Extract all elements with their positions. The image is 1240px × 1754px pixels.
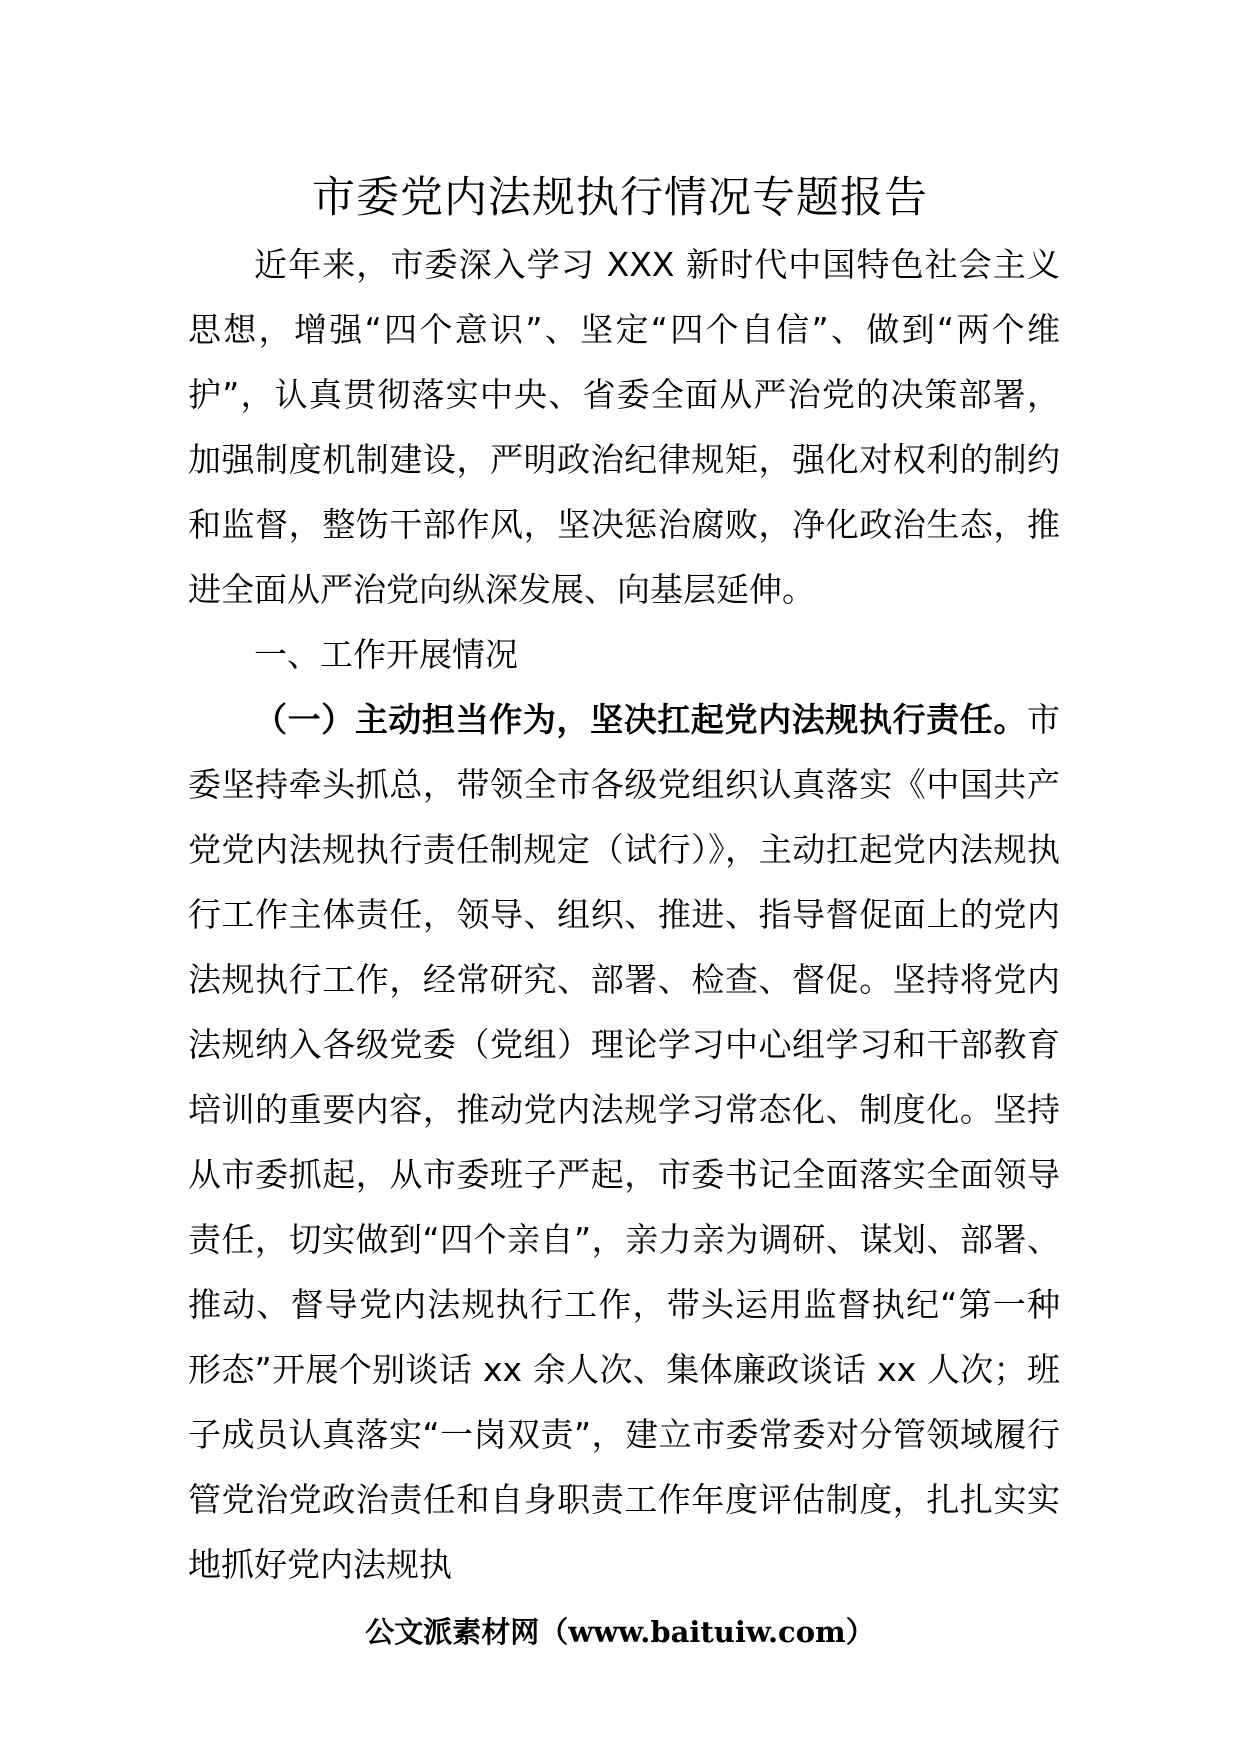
- intro-paragraph: 近年来，市委深入学习 XXX 新时代中国特色社会主义思想，增强“四个意识”、坚定“四个自信”、做到“两个维护”，认真贯彻落实中央、省委全面从严治党的决策部署，加强制度机制建设，严明政治纪律规矩，强化对权利的制约和监督，整饬干部作风，坚决惩治腐败，净化政治生态，推进全面从严治党向纵深发展、向基层延伸。: [188, 245, 1060, 609]
- subsection-heading: （一）主动担当作为，坚决扛起党内法规执行责任。: [254, 700, 1027, 739]
- section-heading: 一、工作开展情况: [254, 635, 518, 674]
- document-title: 市委党内法规执行情况专题报告: [312, 173, 928, 223]
- subsection-paragraph: [188, 687, 1060, 1597]
- subsection-body: 市委坚持牵头抓总，带领全市各级党组织认真落实《中国共产党党内法规执行责任制规定（试行）》，主动扛起党内法规执行工作主体责任，领导、组织、推进、指导督促面上的党内法规执行工作，经常研究、部署、检查、督促。坚持将党内法规纳入各级党委（党组）理论学习中心组学习和干部教育培训的重要内容，推动党内法规学习常态化、制度化。坚持从市委抓起，从市委班子严起，市委书记全面落实全面领导责任，切实做到“四个亲自”，亲力亲为调研、谋划、部署、推动、督导党内法规执行工作，带头运用监督执纪“第一种形态”开展个别谈话 xx 余人次、集体廉政谈话 xx 人次；班子成员认真落实“一岗双责”，建立市委常委对分管领域履行管党治党政治责任和自身职责工作年度评估制度，扎扎实实地抓好党内法规执: [188, 700, 1060, 1584]
- footer-watermark: 公文派素材网（www.baituiw.com）: [365, 1615, 875, 1649]
- document-body: [188, 232, 1060, 1597]
